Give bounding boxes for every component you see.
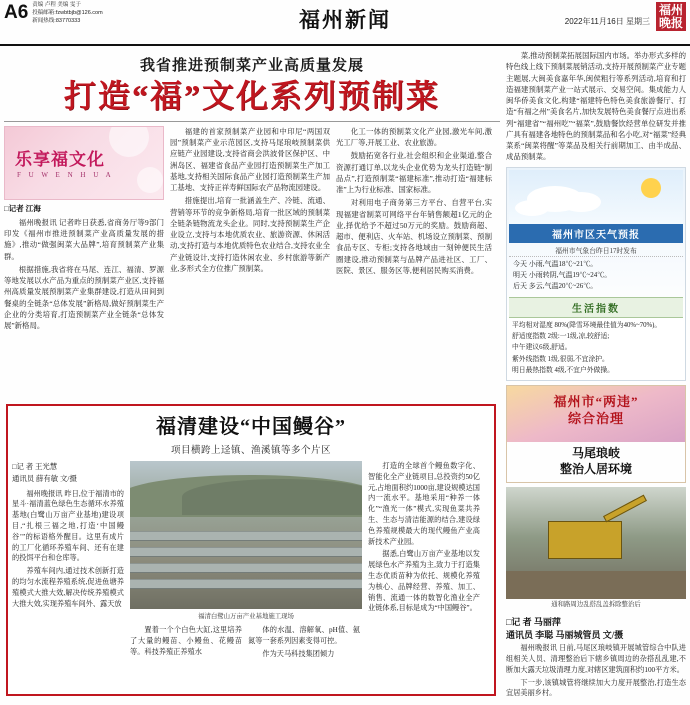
paragraph: 据悉,白鹭山万亩产业基地以发展绿色水产养殖为主,致力于打造集生态优质苗种为依托、规模化养殖为核心、品牌经营、养殖、加工、销售、流通一体的数智化渔业全产业链体系,目标是成为“中国鳗谷”。 bbox=[368, 550, 480, 613]
paper-logo bbox=[656, 2, 686, 31]
feature-photo bbox=[130, 461, 362, 609]
weather-issue-time: 福州市气象台昨日17时发布 bbox=[509, 243, 683, 257]
weather-rows bbox=[509, 257, 683, 295]
paragraph: 根据措施,我省将在马尾、连江、福清、罗源等地发展以水产品为重点的预制菜产业区,支持福州高质量发展预制菜产业集群建设,打造从田间到餐桌的全链条“总体发展”新格局,做好预制菜生产企业的分类培育,打造预制菜产业全链条“总体发展”新格局。 bbox=[4, 264, 164, 331]
page-title: 福州新闻 bbox=[299, 8, 391, 32]
paragraph: 福州晚报讯 记者昨日获悉,省商务厅等9部门印发《福州市推进预制菜产业高质量发展的措施》,推动“做强闽菜大品牌”,培育预制菜产业集群。 bbox=[4, 217, 164, 261]
story-column-4 bbox=[506, 50, 686, 163]
story-column-1 bbox=[4, 126, 164, 334]
paragraph: 菜,推动预制菜拓展国际国内市场。举办形式多样的特色线上线下预制菜展销活动,支持开展预制菜产业专题主题展,大闽美食嘉年华,闽侯粗行等系列活动,培育和打造福建预制菜产业一站式展示、交易空间。集成能力人闽华侨美食文化,构建“福建特色特色美食旅游餐厅、打造“有福之州”美食名片,加快发展特色美食餐厅点进出系列“福建省”“福州吃”“福菜”,鼓励餐饮经营单位研发并推广具有福建各地特色的预制菜品和名小吃,对“福菜”经典菜系“闽菜将醒”等菜品及相关行前期加工、由半成品、成品预制菜。 bbox=[506, 51, 686, 162]
paper-logo-line-1: 福州 bbox=[658, 3, 683, 17]
paper-logo-line-2: 晚报 bbox=[658, 15, 683, 30]
deco-subtitle: F U W E N H U A bbox=[17, 170, 114, 179]
life-index-rows bbox=[509, 320, 683, 378]
feature-article-box bbox=[6, 404, 496, 696]
lead-story-columns bbox=[4, 121, 500, 334]
masthead-right bbox=[565, 2, 686, 31]
promo-card bbox=[506, 385, 686, 483]
feature-right-text bbox=[368, 461, 480, 614]
page-number: A6 bbox=[4, 2, 29, 23]
promo-title-line-2: 综合治理 bbox=[567, 410, 624, 426]
pond-row-shape bbox=[130, 563, 362, 573]
paragraph: 下一步,该镇城管将继续加大力度开展整治,打造生态宜居美丽乡村。 bbox=[506, 678, 686, 698]
paragraph: 福州晚报讯 昨日,位于福清市的星斗·福清蓝色绿色生态循环水养殖基地(白鹭山万亩产业基地)建设项目,“扎根三福之地,打造‘中国鳗谷’”的标语格外醒目。这里有成片的工厂化循环养殖车间、还有在建的投饵平台和仓库等。 bbox=[12, 489, 124, 563]
right-article-body bbox=[506, 643, 686, 699]
right-photo-caption: 通和路周边乱搭乱盖拆除整治后 bbox=[551, 601, 641, 609]
photo-ground bbox=[506, 571, 686, 599]
paragraph: 打造的全球首个鳗鱼数字化、智能化全产业链项目,总投资约50亿元,占地面积约1000亩,建设规模达国内一流水平。基地采用“种养一体化”“渔光一体”模式,实现鱼菜共养生、生态与清洁能源的结合,建设绿色养殖规模最大的现代鳗鱼产业高新技术产业园。 bbox=[368, 462, 480, 546]
paragraph: 福州晚报讯 日前,马尾区琅岐镇开展城管综合中队进组相关人员、清理整治后下辖乡镇周边的杂搭乱乱建,不断加大露天垃圾清理力度,对辖区建筑面积约100平方米。 bbox=[506, 644, 686, 674]
weather-row: 后天 多云,气温20℃~26℃。 bbox=[513, 281, 598, 290]
feature-mid-text-1 bbox=[130, 625, 242, 661]
paragraph: 化工一体的预制菜文化产业园,激光车间,激光工厂等,开展工业、农业旅游。 bbox=[336, 126, 492, 148]
story-column-2 bbox=[170, 126, 330, 334]
feature-photo-footer bbox=[130, 625, 362, 661]
promo-illustration bbox=[507, 386, 685, 442]
promo-caption-line-1: 马尾琅岐 bbox=[571, 446, 620, 461]
reporter-byline: □记者 江海 bbox=[4, 203, 41, 213]
decorative-graphic bbox=[4, 126, 164, 200]
feature-body bbox=[12, 461, 490, 661]
life-index-row: 舒适度指数 2级:一1级,凉,较舒适; bbox=[512, 333, 610, 341]
credit-line-1: 责编 卢程 美编 雯于 bbox=[32, 2, 81, 8]
paragraph: 对利用电子商务第三方平台、自营平台,实现福建省制菜可网络平台年销售额超1亿元的企业,择优给予不超过50万元的奖励。鼓励商超、超市、便利店、火车站、机场设立预制菜、预制食品专区、专柜;支持各地域由一刻钟便民生活圈建设,推动预制菜与品牌产品进社区、工厂、医院、景区、服务区等,便利居民购买消费。 bbox=[336, 198, 492, 275]
cloud-icon bbox=[561, 192, 601, 212]
story-body-1 bbox=[4, 217, 164, 332]
paragraph: 作为天马科技集团倾力 bbox=[262, 649, 335, 658]
feature-mid-text-2 bbox=[248, 625, 360, 661]
sun-icon bbox=[641, 178, 661, 198]
right-rail bbox=[506, 50, 686, 701]
life-index-row: 中午建议6级,舒适。 bbox=[512, 344, 572, 352]
feature-byline bbox=[12, 461, 124, 485]
feature-column-right bbox=[368, 461, 480, 661]
feature-header bbox=[12, 410, 490, 456]
masthead bbox=[0, 0, 690, 46]
pond-row-shape bbox=[130, 547, 362, 557]
story-body-2 bbox=[170, 126, 330, 274]
byline-line-1: □记 者 马丽萍 bbox=[506, 617, 561, 628]
main-headline: 打造“福”文化系列预制菜 bbox=[63, 78, 440, 114]
feature-column-left bbox=[12, 461, 124, 661]
feature-left-text bbox=[12, 489, 124, 610]
paragraph: 体的水温、溶解氧、pH值、氨氮等一套系列因素变得可控。 bbox=[248, 626, 360, 645]
feature-column-middle bbox=[130, 461, 362, 661]
weather-card bbox=[506, 167, 686, 382]
promo-caption-line-2: 整治人居环境 bbox=[559, 461, 632, 476]
deco-blob-1 bbox=[109, 126, 149, 157]
weather-row: 明天 小雨转阴,气温19℃~24℃。 bbox=[513, 270, 612, 279]
shoulder-headline: 我省推进预制菜产业高质量发展 bbox=[139, 58, 364, 74]
feature-byline-line-2: 通讯员 薛有敏 文/摄 bbox=[12, 473, 77, 483]
right-byline bbox=[506, 615, 686, 641]
excavator-arm-shape bbox=[603, 495, 647, 523]
paragraph: 养殖车间内,通过技术创新打造的均匀水流程养殖系统,促进鱼塘养殖模式大推大效,解决传统养殖模式大推大效,实现养殖车间外、露天放 bbox=[12, 567, 124, 608]
paragraph: 置着一个个白色大缸,这里培养了大量的鳗苗、小鳗鱼、花鳗苗等。科技养殖正养殖水 bbox=[130, 626, 242, 656]
promo-title-line-1: 福州市“两违” bbox=[553, 394, 639, 410]
weather-banner: 福州市区天气预报 bbox=[509, 224, 683, 243]
deco-blob-2 bbox=[137, 167, 163, 193]
feature-subtitle: 项目横跨上迳镇、渔溪镇等多个片区 bbox=[170, 446, 331, 456]
hill-shape bbox=[182, 479, 362, 515]
date-line: 2022年11月16日 星期三 bbox=[564, 17, 650, 27]
feature-byline-line-1: □记 者 王光慧 bbox=[12, 462, 58, 471]
byline-line-2: 通讯员 李聪 马丽城管员 文/摄 bbox=[506, 630, 624, 641]
weather-row: 今天 小雨,气温18℃~21℃。 bbox=[513, 259, 598, 268]
credit-line-3: 新闻热线:83770333 bbox=[32, 17, 81, 24]
life-index-row: 明日最热指数 4级,不宜户外做操。 bbox=[512, 366, 614, 374]
promo-title bbox=[507, 394, 685, 428]
excavator-shape bbox=[548, 521, 622, 559]
life-index-banner: 生活指数 bbox=[509, 297, 683, 318]
weather-illustration bbox=[509, 170, 683, 224]
paragraph: 措施提出,培育一批涵盖生产、冷链、流通、营销等环节的竞争新格局,培育一批区域的预制菜全链条链物流龙头企业。同时,支持预制菜生产企业设立,支持与本地优质农业、旅游资源、休闲活动,支持打造与本地优质特色农业结合,支持农业全产业链设计,支持打造休闲农业、乡村旅游等新产业,多形式全方位推广预制菜。 bbox=[170, 196, 330, 273]
lead-headline-block bbox=[4, 50, 500, 121]
cloud-icon bbox=[515, 200, 549, 216]
story-column-3 bbox=[336, 126, 492, 334]
pond-row-shape bbox=[130, 579, 362, 589]
paragraph: 鼓励拓宽各行业,社会组织和企业渠道,整合资源打通订单,以龙头企业优势为龙头打造链“制品点”,打造预制菜“福建标准”,推动打造“福建标准”上为行业标准、国家标准。 bbox=[336, 151, 492, 195]
story-body-3 bbox=[336, 126, 492, 276]
pond-row-shape bbox=[130, 531, 362, 541]
paragraph: 福建的首家预制菜产业园和中印尼“两国双园”预制菜产业示范园区,支持马尾琅岐预制菜供应链产业园建设,支持省商会洪波骨区保护区、中洲岛区、福建省食品产业园打造预制菜生产加工基地,支持相关国际食品产业园打造预制菜生产加工基地、支持正祥寿鲜国际农产品物流园建设。 bbox=[170, 126, 330, 193]
life-index-row: 紫外线指数 1级,很弱,不宜涂护。 bbox=[512, 355, 609, 363]
right-photo bbox=[506, 487, 686, 599]
credit-line-2: 投稿邮箱:fzwbtbjb@126.com bbox=[32, 9, 103, 16]
feature-photo-caption: 福清白鹭山万亩产业基地施工现场 bbox=[198, 613, 294, 620]
life-index-row: 平均相对湿度 80%(降雪环境最佳值为40%~70%)。 bbox=[512, 322, 662, 330]
deco-title: 乐享福文化 bbox=[15, 149, 105, 169]
promo-caption bbox=[507, 442, 685, 482]
feature-title: 福清建设“中国鳗谷” bbox=[156, 416, 346, 438]
